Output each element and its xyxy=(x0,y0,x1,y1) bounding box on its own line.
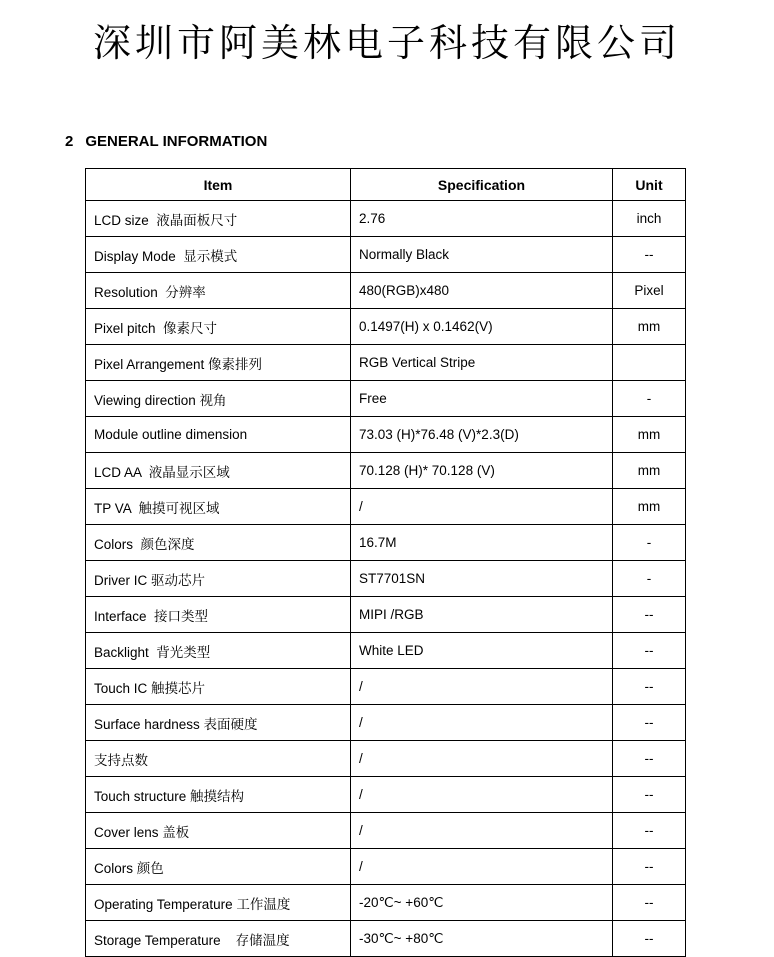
column-header: Specification xyxy=(351,169,613,201)
unit-cell: -- xyxy=(613,705,686,741)
unit-cell: -- xyxy=(613,669,686,705)
item-cell: Driver IC 驱动芯片 xyxy=(86,561,351,597)
table-row xyxy=(86,885,686,921)
table-row xyxy=(86,489,686,525)
unit-cell: -- xyxy=(613,885,686,921)
item-cell: LCD AA 液晶显示区域 xyxy=(86,453,351,489)
spec-cell: 70.128 (H)* 70.128 (V) xyxy=(351,453,613,489)
table-row xyxy=(86,741,686,777)
section-title: GENERAL INFORMATION xyxy=(85,133,268,150)
spec-cell: / xyxy=(351,669,613,705)
unit-cell: mm xyxy=(613,453,686,489)
section-heading xyxy=(65,133,774,150)
table-row xyxy=(86,525,686,561)
column-header: Item xyxy=(86,169,351,201)
item-cell: TP VA 触摸可视区域 xyxy=(86,489,351,525)
item-cell: Touch IC 触摸芯片 xyxy=(86,669,351,705)
item-cell: Surface hardness 表面硬度 xyxy=(86,705,351,741)
item-cell: Touch structure 触摸结构 xyxy=(86,777,351,813)
spec-cell: RGB Vertical Stripe xyxy=(351,345,613,381)
unit-cell: inch xyxy=(613,201,686,237)
unit-cell: -- xyxy=(613,633,686,669)
spec-cell: 0.1497(H) x 0.1462(V) xyxy=(351,309,613,345)
company-title: 深圳市阿美林电子科技有限公司 xyxy=(92,23,681,65)
spec-cell: 73.03 (H)*76.48 (V)*2.3(D) xyxy=(351,417,613,453)
spec-cell: / xyxy=(351,489,613,525)
spec-table-body xyxy=(86,201,686,957)
item-cell: Resolution 分辨率 xyxy=(86,273,351,309)
table-row xyxy=(86,813,686,849)
table-row xyxy=(86,705,686,741)
table-row xyxy=(86,309,686,345)
unit-cell: -- xyxy=(613,741,686,777)
item-cell: Viewing direction 视角 xyxy=(86,381,351,417)
item-cell: Colors 颜色 xyxy=(86,849,351,885)
spec-cell: -20℃~ +60℃ xyxy=(351,885,613,921)
spec-cell: / xyxy=(351,741,613,777)
spec-cell: / xyxy=(351,849,613,885)
unit-cell: mm xyxy=(613,489,686,525)
unit-cell xyxy=(613,345,686,381)
spec-cell: -30℃~ +80℃ xyxy=(351,921,613,957)
spec-cell: 480(RGB)x480 xyxy=(351,273,613,309)
unit-cell: - xyxy=(613,381,686,417)
spec-cell: Normally Black xyxy=(351,237,613,273)
table-row xyxy=(86,597,686,633)
item-cell: Cover lens 盖板 xyxy=(86,813,351,849)
table-row xyxy=(86,345,686,381)
table-row xyxy=(86,633,686,669)
unit-cell: Pixel xyxy=(613,273,686,309)
item-cell: 支持点数 xyxy=(86,741,351,777)
spec-cell: Free xyxy=(351,381,613,417)
table-row xyxy=(86,921,686,957)
item-cell: Backlight 背光类型 xyxy=(86,633,351,669)
table-row xyxy=(86,273,686,309)
unit-cell: -- xyxy=(613,777,686,813)
unit-cell: -- xyxy=(613,813,686,849)
table-row xyxy=(86,669,686,705)
item-cell: LCD size 液晶面板尺寸 xyxy=(86,201,351,237)
spec-cell: MIPI /RGB xyxy=(351,597,613,633)
section-number: 2 xyxy=(65,133,74,150)
spec-cell: 16.7M xyxy=(351,525,613,561)
item-cell: Storage Temperature 存储温度 xyxy=(86,921,351,957)
unit-cell: -- xyxy=(613,849,686,885)
spec-cell: White LED xyxy=(351,633,613,669)
item-cell: Operating Temperature 工作温度 xyxy=(86,885,351,921)
item-cell: Interface 接口类型 xyxy=(86,597,351,633)
item-cell: Display Mode 显示模式 xyxy=(86,237,351,273)
table-row xyxy=(86,201,686,237)
spec-cell: 2.76 xyxy=(351,201,613,237)
table-row xyxy=(86,417,686,453)
item-cell: Pixel pitch 像素尺寸 xyxy=(86,309,351,345)
unit-cell: - xyxy=(613,561,686,597)
spec-table-head-row xyxy=(86,169,686,201)
unit-cell: -- xyxy=(613,921,686,957)
unit-cell: - xyxy=(613,525,686,561)
column-header: Unit xyxy=(613,169,686,201)
item-cell: Colors 颜色深度 xyxy=(86,525,351,561)
spec-cell: / xyxy=(351,705,613,741)
unit-cell: -- xyxy=(613,237,686,273)
table-row xyxy=(86,849,686,885)
spec-cell: / xyxy=(351,813,613,849)
table-row xyxy=(86,237,686,273)
spec-cell: / xyxy=(351,777,613,813)
unit-cell: mm xyxy=(613,309,686,345)
table-row xyxy=(86,453,686,489)
item-cell: Pixel Arrangement 像素排列 xyxy=(86,345,351,381)
spec-table xyxy=(85,168,686,957)
table-row xyxy=(86,561,686,597)
table-row xyxy=(86,777,686,813)
item-cell: Module outline dimension xyxy=(86,417,351,453)
table-row xyxy=(86,381,686,417)
spec-cell: ST7701SN xyxy=(351,561,613,597)
unit-cell: mm xyxy=(613,417,686,453)
unit-cell: -- xyxy=(613,597,686,633)
